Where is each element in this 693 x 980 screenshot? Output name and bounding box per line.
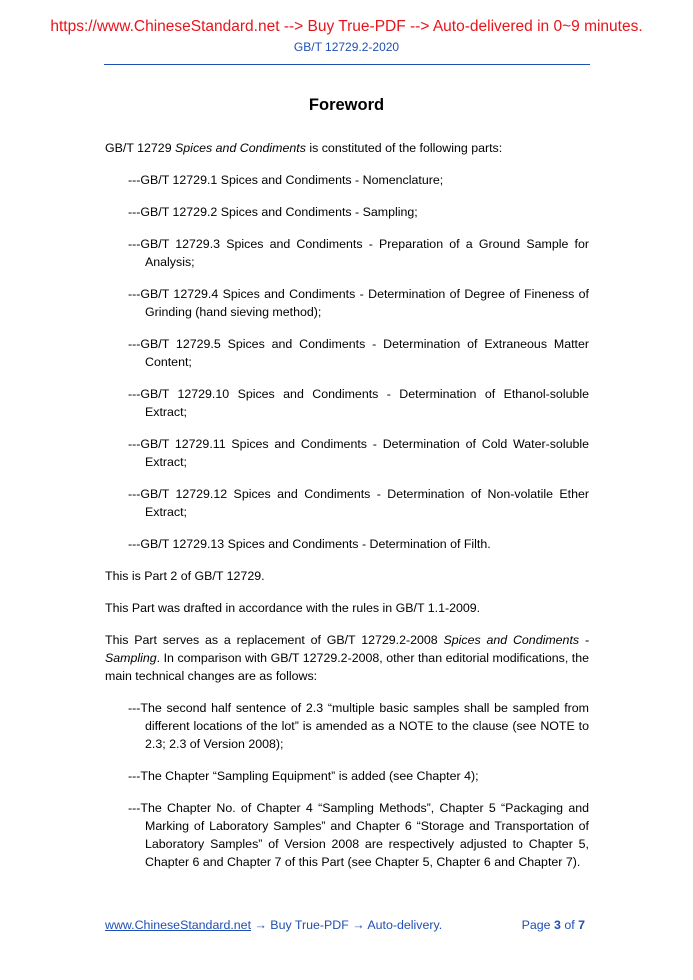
header-divider xyxy=(104,64,590,65)
intro-suffix: is constituted of the following parts: xyxy=(305,141,503,155)
page-title: Foreword xyxy=(308,96,385,114)
change-list-item: ---The Chapter No. of Chapter 4 “Sampling Methods”, Chapter 5 “Packaging and Marking of Laboratory Samples” and Chapter 6 “Storage and Transportation of Laboratory Samples” of Version 2008 are respectively adjusted to Chapter 5, Chapter 6 and Chapter 7 of this Part (see Chapter 5, Chapter 6 and Chapter 7). xyxy=(128,801,589,869)
footer-site-link[interactable]: www.ChineseStandard.net xyxy=(105,918,252,932)
intro-prefix: GB/T 12729 xyxy=(105,141,176,155)
footer-promo xyxy=(105,918,442,932)
replacement-suffix: . In comparison with GB/T 12729.2-2008, other than editorial modifications, the main technical changes are as follows: xyxy=(105,651,589,683)
part-list-item: ---GB/T 12729.10 Spices and Condiments - Determination of Ethanol-soluble Extract; xyxy=(128,387,589,419)
total-pages: 7 xyxy=(578,918,585,932)
change-list-item: ---The second half sentence of 2.3 “multiple basic samples shall be sampled from different locations of the lot” is amended as a NOTE to the clause (see NOTE to 2.3; 2.3 of Version 2008); xyxy=(128,701,589,751)
footer-promo-text: → Buy True-PDF → Auto-delivery. xyxy=(251,918,443,932)
intro-paragraph xyxy=(105,139,589,157)
part-list-item: ---GB/T 12729.4 Spices and Condiments - Determination of Degree of Fineness of Grinding (hand sieving method); xyxy=(128,287,589,319)
part-list-item: ---GB/T 12729.5 Spices and Condiments - Determination of Extraneous Matter Content; xyxy=(128,337,589,369)
intro-series-title: Spices and Condiments xyxy=(175,141,306,155)
part-list-item: ---GB/T 12729.3 Spices and Condiments - Preparation of a Ground Sample for Analysis; xyxy=(128,237,589,269)
foreword-body xyxy=(105,139,589,885)
page-of: of xyxy=(560,918,579,932)
page-number xyxy=(522,918,585,932)
part-list-item: ---GB/T 12729.2 Spices and Condiments - Sampling; xyxy=(128,205,418,219)
replacement-prefix: This Part serves as a replacement of GB/T 12729.2-2008 xyxy=(105,633,444,647)
change-list-item: ---The Chapter “Sampling Equipment” is added (see Chapter 4); xyxy=(128,769,479,783)
page-label: Page xyxy=(521,918,554,932)
current-page: 3 xyxy=(553,918,561,932)
part-list-item: ---GB/T 12729.1 Spices and Condiments - Nomenclature; xyxy=(128,173,444,187)
replacement-paragraph xyxy=(105,631,589,685)
part-list-item: ---GB/T 12729.13 Spices and Condiments - Determination of Filth. xyxy=(128,537,491,551)
document-code: GB/T 12729.2-2020 xyxy=(293,40,400,54)
part-statement: This is Part 2 of GB/T 12729. xyxy=(105,569,265,583)
drafting-statement: This Part was drafted in accordance with the rules in GB/T 1.1-2009. xyxy=(105,601,481,615)
part-list-item: ---GB/T 12729.11 Spices and Condiments - Determination of Cold Water-soluble Extract; xyxy=(128,437,589,469)
top-banner[interactable]: https://www.ChineseStandard.net --> Buy True-PDF --> Auto-delivered in 0~9 minutes. xyxy=(50,18,643,35)
part-list-item: ---GB/T 12729.12 Spices and Condiments - Determination of Non-volatile Ether Extract; xyxy=(128,487,589,519)
replacement-title: Spices and Condiments - Sampling xyxy=(105,633,590,665)
